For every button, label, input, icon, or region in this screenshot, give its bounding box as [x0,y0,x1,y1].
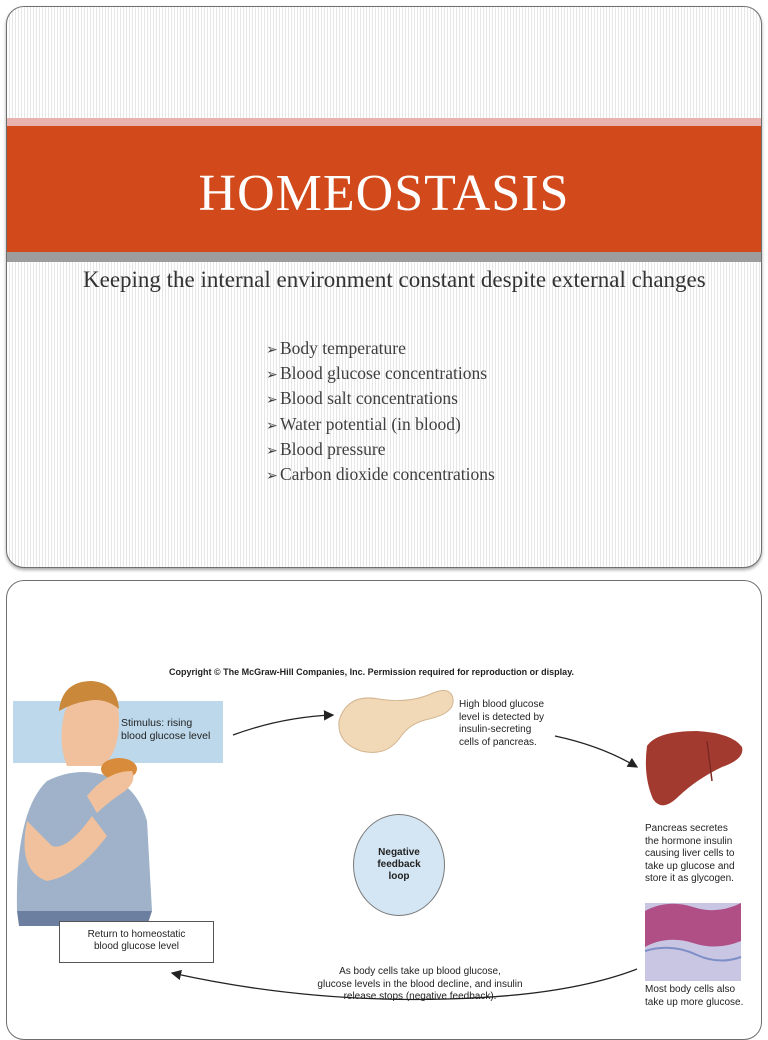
feedback-loop-label: Negative feedback loop [377,847,421,882]
list-item: ➢ Carbon dioxide concentrations [266,463,495,488]
pink-accent-band [7,118,761,126]
body-cells-illustration [645,903,741,981]
list-item: ➢ Body temperature [266,337,495,362]
stimulus-label: Stimulus: rising blood glucose level [121,717,211,742]
arrow-bullet-icon: ➢ [266,393,278,409]
body-cells-label: Most body cells also take up more glucose. [645,984,744,1008]
arrow-stimulus-to-pancreas [233,715,333,735]
arrow-bullet-icon: ➢ [266,368,278,384]
arrow-bullet-icon: ➢ [266,443,278,459]
slide-title: HOMEOSTASIS [198,165,570,222]
arrow-pancreas-to-liver [555,736,637,767]
slide-negative-feedback-figure [6,580,762,1040]
arrow-bullet-icon: ➢ [266,469,278,485]
arrow-bullet-icon: ➢ [266,343,278,358]
list-item: ➢ Blood glucose concentrations [266,362,495,387]
arrow-bullet-icon: ➢ [266,418,278,434]
copyright-notice: Copyright © The McGraw-Hill Companies, Inc. Permission required for reproduction or display. [169,667,575,677]
pancreas-illustration [339,691,453,753]
slide-homeostasis-title [6,6,762,568]
bullet-list [266,337,495,488]
liver-label: Pancreas secretes the hormone insulin causing liver cells to take up glucose and store it as glycogen. [645,823,735,884]
list-item: ➢ Blood pressure [266,438,495,463]
liver-illustration [646,731,742,805]
bottom-explanation-label: As body cells take up blood glucose, glucose levels in the blood decline, and insulin release stops (negative feedback). [317,966,523,1002]
list-item: ➢ Water potential (in blood) [266,413,495,438]
pancreas-label: High blood glucose level is detected by insulin-secreting cells of pancreas. [459,699,545,748]
return-to-homeostasis-box: Return to homeostatic blood glucose level [59,921,214,963]
slide-subtitle: Keeping the internal environment constant despite external changes [83,267,706,292]
gray-accent-band [7,252,761,262]
list-item: ➢ Blood salt concentrations [266,387,495,412]
